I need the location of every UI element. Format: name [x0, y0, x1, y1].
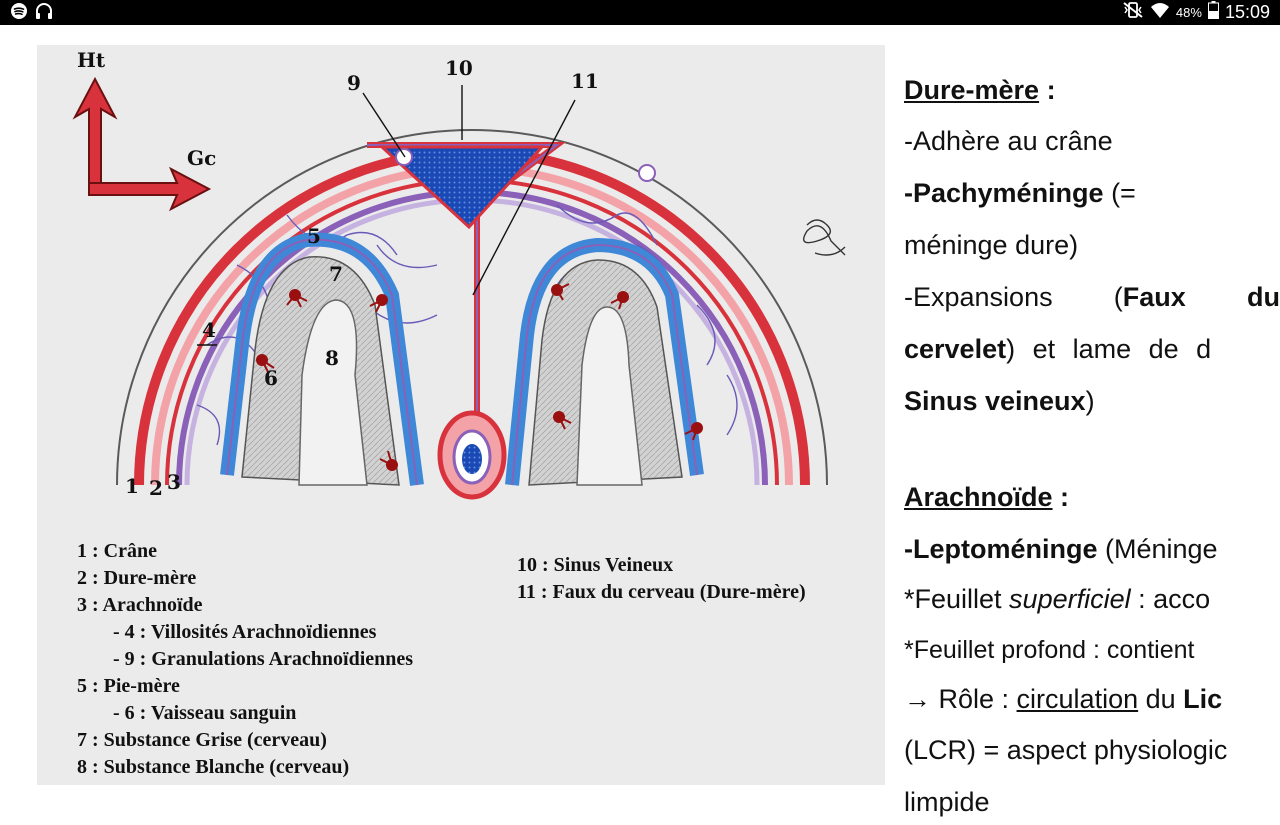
label-6: 6	[264, 366, 278, 390]
legend-item: - 4 : Villosités Arachnoïdiennes	[113, 621, 377, 643]
heading-arachnoide: Arachnoïde :	[904, 482, 1070, 512]
label-4: 4	[202, 318, 216, 342]
label-3: 3	[167, 470, 181, 494]
legend-item: 11 : Faux du cerveau (Dure-mère)	[517, 581, 806, 603]
text-line: -Expansions (Faux du	[904, 282, 1280, 312]
legend-item: 3 : Arachnoïde	[77, 594, 203, 616]
battery-percent: 48%	[1175, 5, 1202, 20]
spotify-icon	[10, 2, 28, 25]
legend-item: - 6 : Vaisseau sanguin	[113, 702, 297, 724]
orientation-side-label: Gc	[187, 146, 217, 170]
legend-left	[77, 538, 413, 781]
label-9: 9	[347, 71, 361, 95]
text-line: → Rôle : circulation du Lic	[904, 684, 1223, 714]
left-cerebral-gyrus	[227, 240, 417, 485]
text-line: méninge dure)	[904, 230, 1079, 260]
legend-item: 1 : Crâne	[77, 540, 157, 562]
notes-text	[904, 75, 1280, 825]
legend-item: 2 : Dure-mère	[77, 567, 197, 589]
orientation-arrows-icon	[75, 48, 216, 209]
heading-dure-mere: Dure-mère :	[904, 75, 1056, 105]
vibrate-mute-icon	[1122, 1, 1144, 24]
text-line: -Leptoméninge (Méninge	[904, 534, 1218, 564]
legend-item: 5 : Pie-mère	[77, 675, 180, 697]
label-7: 7	[329, 262, 343, 286]
status-bar	[0, 0, 1280, 25]
right-cerebral-gyrus	[512, 245, 697, 485]
legend-item: 7 : Substance Grise (cerveau)	[77, 729, 327, 751]
wifi-icon	[1150, 1, 1170, 24]
text-line: *Feuillet superficiel : acco	[904, 584, 1211, 614]
text-line: (LCR) = aspect physiologic	[904, 735, 1228, 765]
label-2: 2	[149, 476, 163, 500]
label-10: 10	[445, 56, 473, 80]
text-line: -Adhère au crâne	[904, 126, 1113, 156]
text-line: Sinus veineux)	[904, 386, 1095, 416]
orientation-up-label: Ht	[77, 48, 106, 72]
label-11: 11	[571, 69, 599, 93]
legend-item: 10 : Sinus Veineux	[517, 554, 674, 576]
document-page	[0, 25, 1280, 817]
headphones-icon	[34, 2, 54, 25]
label-8: 8	[325, 346, 339, 370]
battery-icon	[1208, 1, 1219, 24]
legend-right	[517, 552, 847, 606]
signature-doodle	[804, 220, 845, 255]
text-line: *Feuillet profond : contient	[904, 636, 1195, 664]
meninges-figure	[37, 45, 885, 785]
label-5: 5	[307, 224, 321, 248]
label-1: 1	[125, 474, 139, 498]
legend-item: - 9 : Granulations Arachnoïdiennes	[113, 648, 414, 670]
text-line: limpide	[904, 787, 990, 817]
text-line: -Pachyméninge (=	[904, 178, 1136, 208]
legend-item: 8 : Substance Blanche (cerveau)	[77, 756, 350, 778]
clock: 15:09	[1224, 2, 1270, 22]
text-line: cervelet) et lame de d	[904, 334, 1212, 364]
